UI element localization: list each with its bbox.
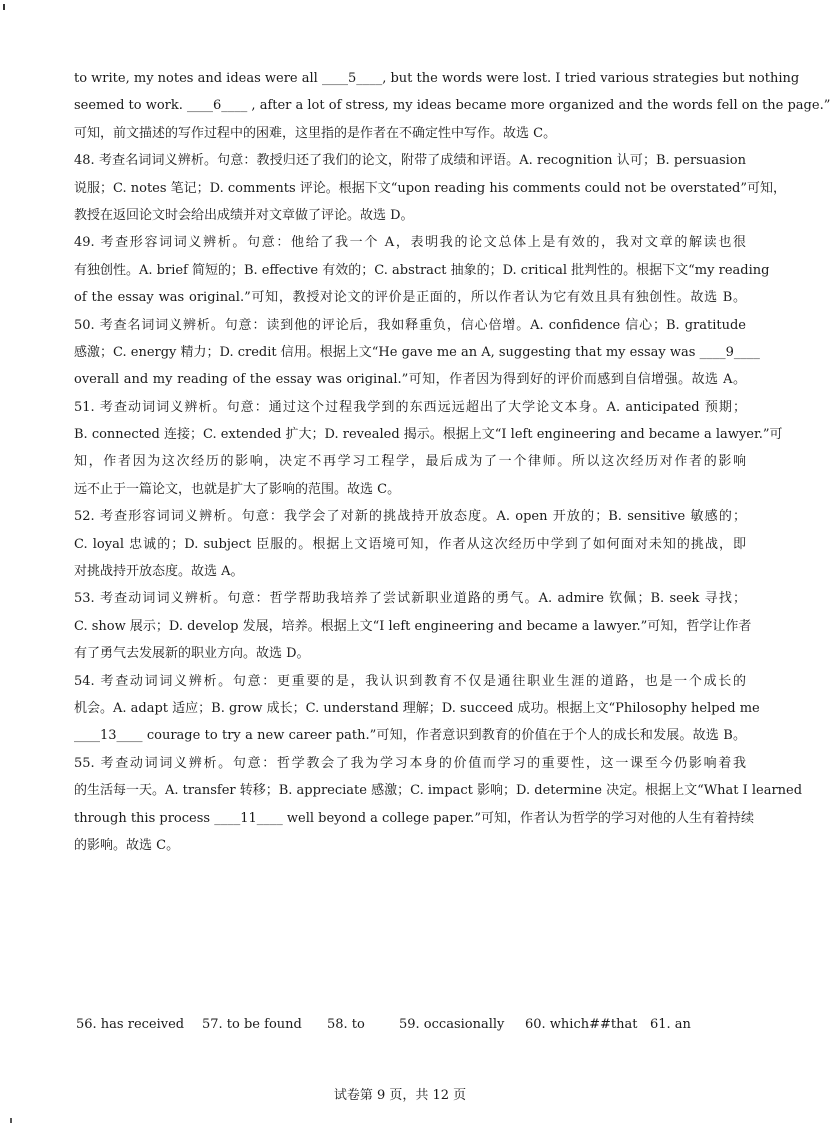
answer-item: 58. to xyxy=(327,1017,365,1032)
text-line: 54. 考查动词词义辨析。句意：更重要的是，我认识到教育不仅是通往职业生涯的道路，也是一个成长的 xyxy=(74,673,746,689)
text-line: C. loyal 忠诚的；D. subject 臣服的。根据上文语境可知，作者从这次经历中学到了如何面对未知的挑战，即 xyxy=(74,536,746,552)
answer-item: 56. has received xyxy=(76,1017,185,1032)
text-line: 知，作者因为这次经历的影响，决定不再学习工程学，最后成为了一个律师。所以这次经历对作者的影响 xyxy=(74,454,746,470)
answer-key-row xyxy=(76,1011,716,1039)
text-line: C. show 展示；D. develop 发展，培养。根据上文“I left engineering and became a lawyer.”可知，哲学让作者 xyxy=(74,618,752,634)
text-line: 55. 考查动词词义辨析。句意：哲学教会了我为学习本身的价值而学习的重要性，这一课至今仍影响着我 xyxy=(74,755,746,771)
text-line: 有独创性。A. brief 简短的；B. effective 有效的；C. abstract 抽象的；D. critical 批判性的。根据下文“my reading xyxy=(74,262,770,278)
answer-item: 59. occasionally xyxy=(399,1017,505,1032)
page-footer: 试卷第 9 页，共 12 页 xyxy=(333,1088,467,1103)
text-line: 51. 考查动词词义辨析。句意：通过这个过程我学到的东西远远超出了大学论文本身。A. anticipated 预期； xyxy=(74,399,746,415)
corner-mark xyxy=(10,1118,12,1123)
corner-mark xyxy=(3,4,5,10)
text-line: 48. 考查名词词义辨析。句意：教授归还了我们的论文，附带了成绩和评语。A. recognition 认可；B. persuasion xyxy=(74,153,746,169)
text-line: through this process ____11____ well beyond a college paper.”可知，作者认为哲学的学习对他的人生有着持续 xyxy=(74,810,754,826)
text-line: 的影响。故选 C。 xyxy=(74,837,180,853)
text-line: 有了勇气去发展新的职业方向。故选 D。 xyxy=(74,646,310,662)
text-line: overall and my reading of the essay was original.”可知，作者因为得到好的评价而感到自信增强。故选 A。 xyxy=(74,372,746,388)
text-line: 感激；C. energy 精力；D. credit 信用。根据上文“He gave me an A, suggesting that my essay was ____9____ xyxy=(74,344,760,360)
answer-item: 57. to be found xyxy=(202,1017,302,1032)
text-line: 对挑战持开放态度。故选 A。 xyxy=(74,564,244,580)
answer-explanations xyxy=(74,65,830,859)
answer-item: 60. which##that xyxy=(525,1017,638,1032)
text-line: 可知，前文描述的写作过程中的困难，这里指的是作者在不确定性中写作。故选 C。 xyxy=(74,125,557,141)
text-line: 说服；C. notes 笔记；D. comments 评论。根据下文“upon reading his comments could not be overstated”可知， xyxy=(74,180,786,196)
text-line: 49. 考查形容词词义辨析。句意：他给了我一个 A，表明我的论文总体上是有效的，我对文章的解读也很 xyxy=(74,235,746,251)
text-line: ____13____ courage to try a new career path.”可知，作者意识到教育的价值在于个人的成长和发展。故选 B。 xyxy=(74,728,746,744)
text-line: seemed to work. ____6____ , after a lot of stress, my ideas became more organized and the words fell on the page.” xyxy=(74,98,830,114)
text-line: 教授在返回论文时会给出成绩并对文章做了评论。故选 D。 xyxy=(74,207,414,223)
text-line: to write, my notes and ideas were all ____5____, but the words were lost. I tried various strategies but nothing xyxy=(74,71,800,86)
text-line: 机会。A. adapt 适应；B. grow 成长；C. understand 理解；D. succeed 成功。根据上文“Philosophy helped me xyxy=(74,700,760,716)
text-line: 52. 考查形容词词义辨析。句意：我学会了对新的挑战持开放态度。A. open 开放的；B. sensitive 敏感的； xyxy=(74,509,746,525)
answer-item: 61. an xyxy=(650,1017,691,1032)
text-line: 远不止于一篇论文，也就是扩大了影响的范围。故选 C。 xyxy=(74,481,401,497)
text-line: 53. 考查动词词义辨析。句意：哲学帮助我培养了尝试新职业道路的勇气。A. admire 钦佩；B. seek 寻找； xyxy=(74,591,746,607)
text-line: 50. 考查名词词义辨析。句意：读到他的评论后，我如释重负，信心倍增。A. confidence 信心；B. gratitude xyxy=(74,317,746,333)
text-line: 的生活每一天。A. transfer 转移；B. appreciate 感激；C. impact 影响；D. determine 决定。根据上文“What I learned xyxy=(74,783,803,799)
text-line: B. connected 连接；C. extended 扩大；D. revealed 揭示。根据上文“I left engineering and became a lawyer.”可 xyxy=(74,427,783,443)
text-line: of the essay was original.”可知，教授对论文的评价是正面的，所以作者认为它有效且具有独创性。故选 B。 xyxy=(74,290,746,306)
